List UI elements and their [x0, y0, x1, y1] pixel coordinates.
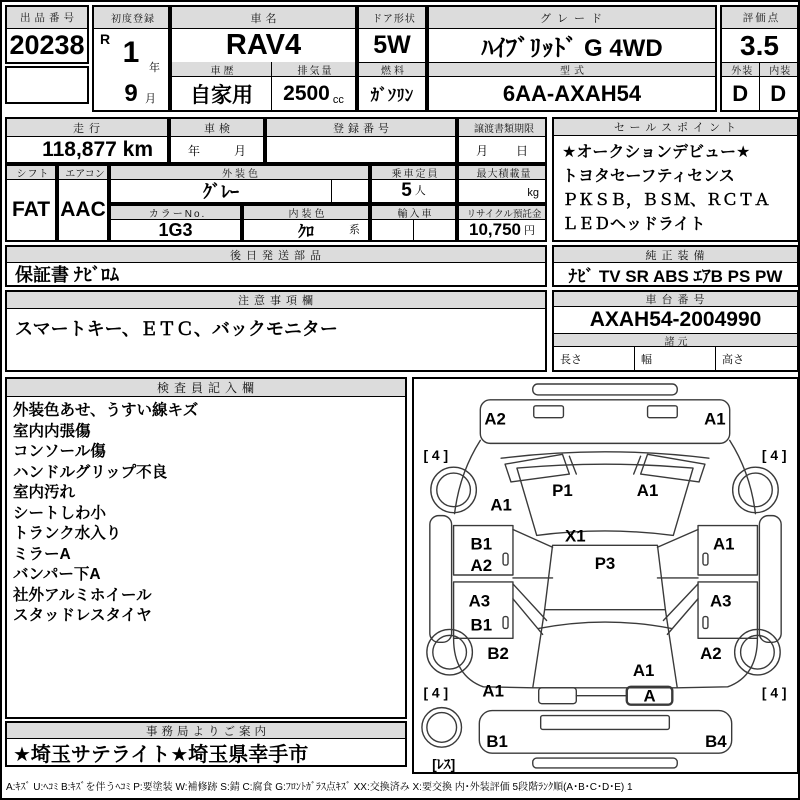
- inspector-note-line: 室内汚れ: [13, 484, 76, 501]
- month-unit: 月: [145, 93, 156, 105]
- aircon-header: エアコン: [59, 166, 107, 180]
- interior-color-suffix: 系: [349, 224, 360, 236]
- inspector-note-line: 室内内張傷: [13, 422, 91, 440]
- exterior-grade-header: 外装: [722, 62, 759, 77]
- registration-number-header: 登録番号: [267, 119, 455, 137]
- reg-month-value: 9: [124, 79, 138, 107]
- history-value: 自家用: [190, 83, 253, 107]
- later-parts-value: 保証書 ﾅﾋﾞﾛﾑ: [15, 265, 120, 285]
- exterior-color-box: [109, 164, 370, 204]
- damage-label: B2: [487, 644, 509, 664]
- registration-number-box: [265, 117, 457, 164]
- spare-tire-shape: [422, 708, 462, 748]
- damage-label: A1: [713, 534, 735, 554]
- shaken-header: 車検: [171, 119, 263, 137]
- recycle-value: 10,750: [469, 220, 521, 239]
- exterior-color-spare-cell: [332, 180, 368, 202]
- car-name-box: [170, 5, 357, 112]
- chassis-value: AXAH54-2004990: [589, 308, 762, 331]
- shift-value: FAT: [11, 198, 51, 221]
- side-sill-right-shape: [759, 516, 781, 643]
- interior-color-box: [242, 204, 370, 242]
- office-info-value: ★埼玉サテライト★埼玉県幸手市: [13, 743, 309, 766]
- recycle-box: [457, 204, 547, 242]
- tail-light-right-shape: [648, 406, 678, 418]
- inspector-notes-header: 検査員記入欄: [7, 379, 405, 397]
- chassis-box: [552, 290, 799, 372]
- caution-value: スマートキー、ＥＴＣ、バックモニター: [15, 319, 338, 339]
- damage-label: B1: [470, 615, 493, 635]
- side-sill-left-shape: [430, 516, 452, 643]
- damage-diagram-svg: [414, 379, 797, 772]
- sales-point-line: ＬＥＤヘッドライト: [562, 216, 706, 233]
- car-name-header: 車名: [172, 7, 355, 29]
- exterior-color-header: 外装色: [111, 166, 368, 180]
- interior-color-header: 内装色: [244, 206, 368, 220]
- inspector-notes-box: [5, 377, 407, 719]
- score-header: 評価点: [722, 7, 797, 29]
- damage-label: A1: [490, 495, 512, 515]
- mileage-box: [5, 117, 169, 164]
- windshield-curve: [539, 622, 672, 628]
- displacement-header: 排気量: [272, 62, 355, 77]
- front-wheel-left-shape: [427, 629, 473, 675]
- deadline-month-unit: 月: [475, 144, 488, 158]
- damage-label: [ 4 ]: [761, 447, 787, 464]
- interior-grade-header: 内装: [760, 62, 798, 77]
- sales-point-line: トヨタセーフティセンス: [562, 168, 735, 185]
- office-info-box: [5, 721, 407, 767]
- door-handle-shape: [703, 617, 708, 629]
- chassis-header: 車台番号: [554, 292, 797, 307]
- reg-year-value: 1: [122, 36, 140, 69]
- history-header: 車歴: [172, 62, 271, 77]
- damage-diagram-box: [412, 377, 799, 774]
- shift-header: シフト: [7, 166, 55, 180]
- import-car-header: 輸入車: [372, 206, 455, 220]
- year-unit: 年: [149, 62, 160, 74]
- import-cell-1: [372, 220, 414, 240]
- displacement-unit: cc: [332, 94, 344, 106]
- color-no-value: 1G3: [158, 219, 193, 240]
- oem-equipment-header: 純正装備: [554, 247, 797, 263]
- rear-wheel-left-shape: [431, 467, 477, 513]
- damage-label: A2: [700, 644, 722, 664]
- damage-label: A1: [482, 681, 504, 701]
- capacity-unit: 人: [414, 185, 426, 197]
- exterior-grade-value: D: [732, 80, 749, 106]
- damage-label: B1: [470, 534, 493, 554]
- score-value: 3.5: [740, 29, 779, 61]
- oem-equipment-value: ﾅﾋﾞ TV SR ABS ｴｱB PS PW: [568, 266, 783, 286]
- license-plate-shape: [541, 716, 670, 730]
- registration-number-value: [267, 137, 455, 162]
- inspector-note-line: トランク水入り: [13, 525, 122, 542]
- front-bumper-shape: [479, 711, 731, 754]
- inspector-note-line: シートしわ小: [13, 504, 107, 522]
- sales-points-header: セールスポイント: [554, 119, 797, 136]
- door-shape-header: ドア形状: [359, 7, 425, 29]
- auction-number-value: 20238: [9, 30, 85, 60]
- shift-box: [5, 164, 57, 242]
- grade-box: [427, 5, 717, 112]
- inspector-note-line: ハンドルグリップ不良: [13, 463, 168, 481]
- displacement-value: 2500: [283, 81, 330, 105]
- inspector-note-line: スタッドレスタイヤ: [13, 607, 152, 624]
- era-value: R: [100, 31, 111, 47]
- damage-label: B4: [705, 732, 727, 752]
- deadline-day-unit: 日: [516, 144, 529, 158]
- inspector-note-line: 社外アルミホイール: [13, 586, 152, 604]
- roof-shape: [517, 464, 693, 535]
- damage-label: A2: [484, 409, 506, 429]
- shaken-month-unit: 月: [234, 144, 247, 158]
- specs-header: 諸元: [554, 333, 797, 347]
- recycle-header: リサイクル預託金: [459, 206, 545, 220]
- spec-length-label: 長さ: [554, 347, 635, 370]
- aircon-value: AAC: [60, 198, 106, 221]
- rear-body-shape: [480, 400, 729, 444]
- tail-light-left-shape: [534, 406, 564, 418]
- import-cell-2: [414, 220, 456, 240]
- damage-label: [ﾚｽ]: [432, 755, 456, 772]
- damage-label: A3: [710, 591, 732, 611]
- capacity-value: 5: [401, 180, 412, 201]
- transfer-deadline-header: 譲渡書類期限: [459, 119, 545, 137]
- headlight-left-shape: [539, 688, 577, 704]
- grade-value: ﾊｲﾌﾞﾘｯﾄﾞ G 4WD: [481, 35, 663, 62]
- color-no-header: カラーNo.: [111, 206, 240, 220]
- import-car-box: [370, 204, 457, 242]
- first-registration-box: [92, 5, 170, 112]
- rear-wheel-right-shape: [733, 467, 779, 513]
- damage-label: A2: [470, 556, 493, 576]
- shaken-year-unit: 年: [187, 144, 200, 158]
- office-info-header: 事務局よりご案内: [7, 723, 405, 739]
- damage-label: A1: [704, 409, 726, 429]
- spec-height-label: 高さ: [722, 353, 744, 366]
- auction-number-box: [5, 5, 89, 64]
- max-load-unit: kg: [527, 187, 539, 199]
- front-strip-shape: [533, 758, 677, 768]
- color-no-box: [109, 204, 242, 242]
- mileage-header: 走行: [7, 119, 167, 137]
- damage-label: [ 4 ]: [423, 684, 449, 701]
- rear-quarter-window-left: [505, 454, 569, 482]
- inspector-note-line: バンパー下A: [13, 566, 101, 583]
- damage-label: A1: [632, 660, 655, 680]
- fuel-header: 燃料: [359, 62, 425, 77]
- sales-point-line: ★オークションデビュー★: [562, 144, 751, 161]
- later-parts-box: [5, 245, 547, 287]
- first-registration-header: 初度登録: [94, 7, 168, 29]
- rear-quarter-window-right: [641, 454, 705, 482]
- spec-width-label: 幅: [635, 347, 716, 370]
- mileage-value: 118,877 km: [42, 137, 153, 161]
- max-load-box: [457, 164, 547, 204]
- rear-spoiler-shape: [533, 384, 677, 395]
- transfer-deadline-box: [457, 117, 547, 164]
- fuel-value: ｶﾞｿﾘﾝ: [370, 86, 414, 105]
- model-code-header: 型式: [429, 62, 715, 77]
- inspector-note-line: ミラーA: [13, 545, 71, 563]
- later-parts-header: 後日発送部品: [7, 247, 545, 263]
- rear-window-curve: [501, 452, 709, 458]
- inspector-note-line: 外装色あせ、うすい線キズ: [13, 402, 199, 419]
- oem-equipment-box: [552, 245, 799, 287]
- door-handle-shape: [703, 553, 708, 565]
- damage-label: A: [643, 686, 656, 706]
- grade-header: グレード: [429, 7, 715, 29]
- score-box: [720, 5, 799, 112]
- inspector-note-line: コンソール傷: [13, 443, 106, 460]
- damage-label: A3: [468, 591, 491, 611]
- grading-legend: A:ｷｽﾞ U:ﾍｺﾐ B:ｷｽﾞを伴うﾍｺﾐ P:要塗装 W:補修跡 S:錆 C:腐食 G:ﾌﾛﾝﾄｶﾞﾗｽ点ｷｽﾞ XX:交換済み X:要交換 内･外装評価 5段階ﾗﾝｸ順(A･B･C･D･E) 1: [6, 782, 633, 793]
- door-handle-shape: [503, 553, 508, 565]
- aircon-box: [57, 164, 109, 242]
- damage-label: A1: [636, 480, 659, 500]
- damage-label: X1: [565, 526, 586, 546]
- caution-header: 注意事項欄: [7, 292, 545, 309]
- door-shape-value: 5W: [373, 31, 411, 59]
- damage-label: P3: [594, 554, 616, 574]
- capacity-header: 乗車定員: [372, 166, 455, 180]
- stamp-empty-box: [5, 66, 89, 104]
- damage-label: B1: [486, 732, 508, 752]
- recycle-unit: 円: [524, 225, 535, 237]
- exterior-color-value: ｸﾞﾚｰ: [111, 180, 332, 202]
- damage-label: P1: [552, 480, 573, 500]
- caution-box: [5, 290, 547, 372]
- car-name-value: RAV4: [225, 29, 302, 61]
- sales-points-box: [552, 117, 799, 242]
- model-code-value: 6AA-AXAH54: [502, 80, 642, 106]
- door-shape-box: [357, 5, 427, 112]
- capacity-box: [370, 164, 457, 204]
- damage-label: [ 4 ]: [761, 684, 787, 701]
- interior-color-value: ｸﾛ: [297, 223, 314, 241]
- max-load-header: 最大積載量: [459, 166, 545, 180]
- door-handle-shape: [503, 617, 508, 629]
- auction-number-header: 出品番号: [7, 7, 87, 29]
- shaken-box: [169, 117, 265, 164]
- damage-label: [ 4 ]: [423, 447, 449, 464]
- sales-point-line: ＰＫＳＢ，ＢＳＭ、ＲＣＴＡ: [562, 192, 771, 209]
- interior-grade-value: D: [770, 80, 787, 106]
